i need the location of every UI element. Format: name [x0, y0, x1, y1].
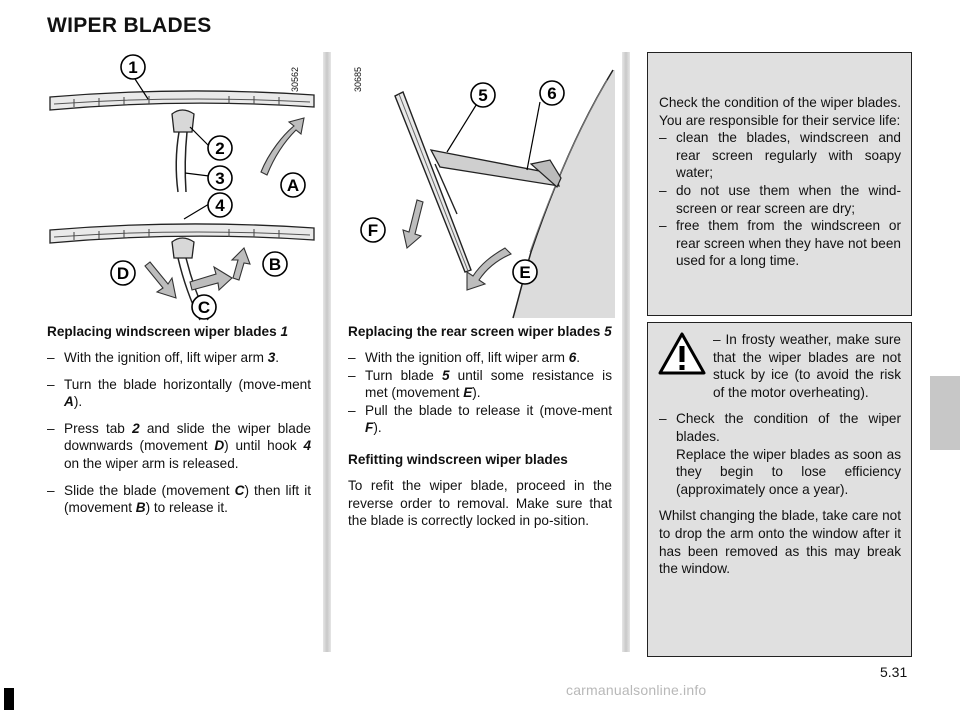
callout-2	[205, 133, 235, 163]
svg-text:1: 1	[128, 58, 138, 77]
callout-1	[118, 52, 148, 82]
list-item: – Check the condition of the wiper blades. Replace the wiper blades as soon as they begin to lose efficiency (approximately once a year).	[659, 410, 901, 498]
list-item: – Slide the blade (movement C) then lift it (movement B) to release it.	[47, 482, 311, 517]
section-heading: Refitting windscreen wiper blades	[348, 451, 568, 467]
callout-E	[510, 257, 540, 287]
warning-note: Whilst changing the blade, take care not to drop the arm onto the window after it has been removed as this may break the window.	[659, 508, 901, 577]
svg-text:5: 5	[478, 86, 488, 105]
svg-text:E: E	[519, 263, 531, 282]
callout-B	[260, 249, 290, 279]
callout-6	[537, 78, 567, 108]
list-item: – Press tab 2 and slide the wiper blade downwards (movement D) until hook 4 on the wiper arm is released.	[47, 420, 311, 473]
left-column	[47, 323, 311, 517]
info-box	[647, 52, 912, 316]
list-item: – Turn the blade horizontally (move-ment A).	[47, 376, 311, 411]
callout-C	[189, 292, 219, 322]
callout-4	[205, 190, 235, 220]
list-item: – With the ignition off, lift wiper arm 3.	[47, 349, 311, 367]
section-heading: Replacing windscreen wiper blades 1	[47, 324, 288, 339]
svg-text:4: 4	[215, 196, 225, 215]
svg-text:B: B	[268, 255, 282, 274]
column-divider	[622, 52, 630, 652]
svg-text:A: A	[286, 176, 300, 195]
svg-text:3: 3	[215, 169, 225, 188]
figure-code: 30562	[290, 66, 300, 92]
callout-F	[358, 215, 388, 245]
figure-code: 30685	[353, 66, 363, 92]
middle-column	[348, 323, 612, 530]
list-item: – do not use them when the wind-screen or rear screen are dry;	[659, 182, 901, 217]
chapter-tab	[930, 376, 960, 450]
watermark: carmanualsonline.info	[566, 682, 707, 698]
list-item: – free them from the windscreen or rear screen when they have not been used for a long time.	[659, 217, 901, 270]
callout-5	[468, 80, 498, 110]
list-item: – Turn blade 5 until some resistance is met (movement E).	[348, 367, 612, 402]
warning-box	[647, 322, 912, 657]
callout-3	[205, 163, 235, 193]
warning-item-1: – In frosty weather, make sure that the wiper blades are not stuck by ice (to avoid the risk of the motor overheating).	[713, 332, 901, 400]
list-item: – Pull the blade to release it (move-ment F).	[348, 402, 612, 437]
svg-text:C: C	[197, 298, 211, 317]
page-title: WIPER BLADES	[47, 14, 212, 37]
column-divider	[323, 52, 331, 652]
svg-text:D: D	[116, 264, 130, 283]
svg-text:6: 6	[547, 84, 557, 103]
svg-text:2: 2	[215, 139, 225, 158]
svg-text:F: F	[367, 221, 379, 240]
refit-paragraph: To refit the wiper blade, proceed in the reverse order to removal. Make sure that the blade is correctly locked in po-sition.	[348, 477, 612, 529]
footer-mark	[4, 688, 14, 710]
callout-D	[108, 258, 138, 288]
section-heading: Replacing the rear screen wiper blades 5	[348, 324, 612, 339]
info-intro: Check the condition of the wiper blades. You are responsible for their service life:	[659, 95, 901, 128]
page-number: 5.31	[880, 664, 908, 680]
list-item: – clean the blades, windscreen and rear screen regularly with soapy water;	[659, 129, 901, 182]
callout-A	[278, 170, 308, 200]
list-item: – With the ignition off, lift wiper arm 6.	[348, 349, 612, 367]
